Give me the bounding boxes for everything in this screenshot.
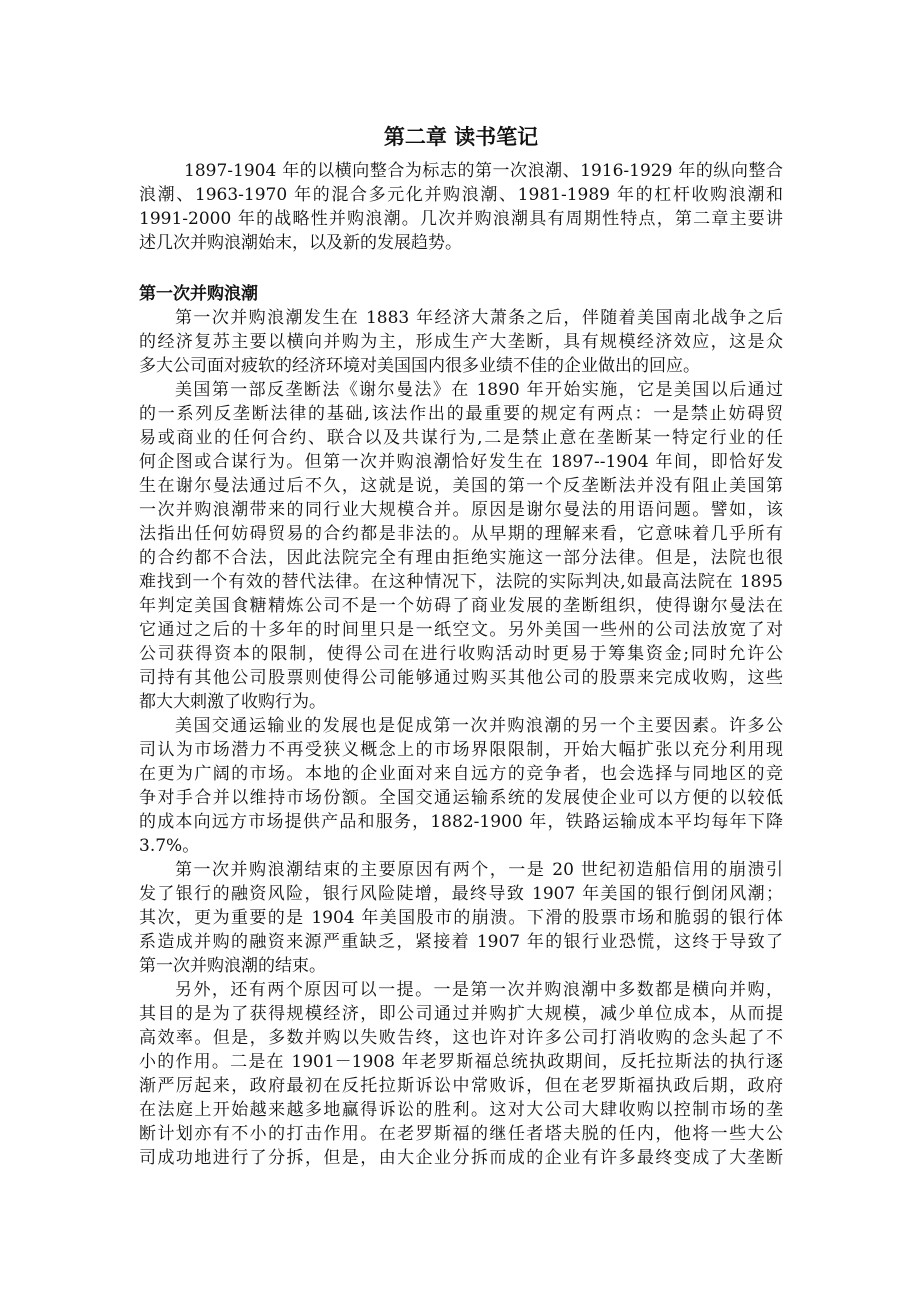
text-line: 生在谢尔曼法通过后不久，这就是说，美国的第一个反垄断法并没有阻止美国第: [139, 476, 783, 496]
section-heading: 第一次并购浪潮: [139, 284, 258, 304]
text-line: 系造成并购的融资来源严重缺乏，紧接着 1907 年的银行业恐慌，这终于导致了: [139, 932, 783, 952]
body-paragraph: [139, 378, 783, 714]
text-line: 述几次并购浪潮始末，以及新的发展趋势。: [139, 233, 462, 253]
text-line: 3.7%。: [139, 836, 200, 856]
text-line: 渐严厉起来，政府最初在反托拉斯诉讼中常败诉，但在老罗斯福执政后期，政府: [139, 1076, 783, 1096]
body-paragraph: [139, 306, 783, 378]
text-line: 年判定美国食糖精炼公司不是一个妨碍了商业发展的垄断组织，使得谢尔曼法在: [139, 596, 783, 616]
text-line: 的成本向远方市场提供产品和服务，1882-1900 年，铁路运输成本平均每年下降: [139, 812, 783, 832]
body-paragraph: [139, 858, 783, 978]
text-line: 一次并购浪潮带来的同行业大规模合并。原因是谢尔曼法的用语问题。譬如，该: [139, 500, 783, 520]
text-line: 易或商业的任何合约、联合以及共谋行为,二是禁止意在垄断某一特定行业的任: [139, 428, 783, 448]
text-line: 在法庭上开始越来越多地赢得诉讼的胜利。这对大公司大肆收购以控制市场的垄: [139, 1100, 783, 1120]
text-line: 发了银行的融资风险，银行风险陡增，最终导致 1907 年美国的银行倒闭风潮；: [139, 884, 783, 904]
text-line: 其次，更为重要的是 1904 年美国股市的崩溃。下滑的股票市场和脆弱的银行体: [139, 908, 783, 928]
text-line: 小的作用。二是在 1901－1908 年老罗斯福总统执政期间，反托拉斯法的执行逐: [139, 1052, 783, 1072]
text-line: 浪潮、1963-1970 年的混合多元化并购浪潮、1981-1989 年的杠杆收购浪潮和: [139, 185, 783, 205]
document-page: [139, 122, 783, 1170]
text-line: 难找到一个有效的替代法律。在这种情况下，法院的实际判决,如最高法院在 1895: [139, 572, 783, 592]
text-line: 何企图或合谋行为。但第一次并购浪潮恰好发生在 1897--1904 年间，即恰好发: [139, 452, 783, 472]
text-line: 都大大刺激了收购行为。: [139, 692, 326, 712]
text-line: 司成功地进行了分拆，但是，由大企业分拆而成的企业有许多最终变成了大垄断: [139, 1148, 783, 1168]
text-line: 另外，还有两个原因可以一提。一是第一次并购浪潮中多数都是横向并购，: [175, 980, 783, 1000]
text-line: 争对手合并以维持市场份额。全国交通运输系统的发展使企业可以方便的以较低: [139, 788, 783, 808]
body-paragraph: [139, 978, 783, 1170]
text-line: 1991-2000 年的战略性并购浪潮。几次并购浪潮具有周期性特点，第二章主要讲: [139, 209, 783, 229]
text-line: 法指出任何妨碍贸易的合约都是非法的。从早期的理解来看，它意味着几乎所有: [139, 524, 783, 544]
text-line: 第一次并购浪潮结束的主要原因有两个，一是 20 世纪初造船信用的崩溃引: [175, 860, 783, 880]
text-line: 的经济复苏主要以横向并购为主，形成生产大垄断，具有规模经济效应，这是众: [139, 332, 783, 352]
text-line: 其目的是为了获得规模经济，即公司通过并购扩大规模，减少单位成本，从而提: [139, 1004, 783, 1024]
text-line: 的合约都不合法，因此法院完全有理由拒绝实施这一部分法律。但是，法院也很: [139, 548, 783, 568]
text-line: 公司获得资本的限制，使得公司在进行收购活动时更易于筹集资金;同时允许公: [139, 644, 783, 664]
text-line: 司认为市场潜力不再受狭义概念上的市场界限限制，开始大幅扩张以充分利用现: [139, 740, 783, 760]
text-line: 司持有其他公司股票则使得公司能够通过购买其他公司的股票来完成收购，这些: [139, 668, 783, 688]
text-line: 的一系列反垄断法律的基础,该法作出的最重要的规定有两点：一是禁止妨碍贸: [139, 404, 783, 424]
text-line: 美国交通运输业的发展也是促成第一次并购浪潮的另一个主要因素。许多公: [175, 716, 783, 736]
text-line: 多大公司面对疲软的经济环境对美国国内很多业绩不佳的企业做出的回应。: [139, 356, 700, 376]
text-line: 断计划亦有不小的打击作用。在老罗斯福的继任者塔夫脱的任内，他将一些大公: [139, 1124, 783, 1144]
text-line: 美国第一部反垄断法《谢尔曼法》在 1890 年开始实施，它是美国以后通过: [175, 380, 783, 400]
text-line: 在更为广阔的市场。本地的企业面对来自远方的竞争者，也会选择与同地区的竞: [139, 764, 783, 784]
text-line: 第一次并购浪潮发生在 1883 年经济大萧条之后，伴随着美国南北战争之后: [175, 308, 783, 328]
chapter-title: 第二章 读书笔记: [383, 125, 539, 149]
intro-paragraph: [139, 159, 783, 255]
body-paragraph: [139, 714, 783, 858]
text-line: 第一次并购浪潮的结束。: [139, 956, 326, 976]
text-line: 1897-1904 年的以横向整合为标志的第一次浪潮、1916-1929 年的纵向整合: [184, 161, 783, 181]
text-line: 高效率。但是，多数并购以失败告终，这也许对许多公司打消收购的念头起了不: [139, 1028, 783, 1048]
text-line: 它通过之后的十多年的时间里只是一纸空文。另外美国一些州的公司法放宽了对: [139, 620, 783, 640]
